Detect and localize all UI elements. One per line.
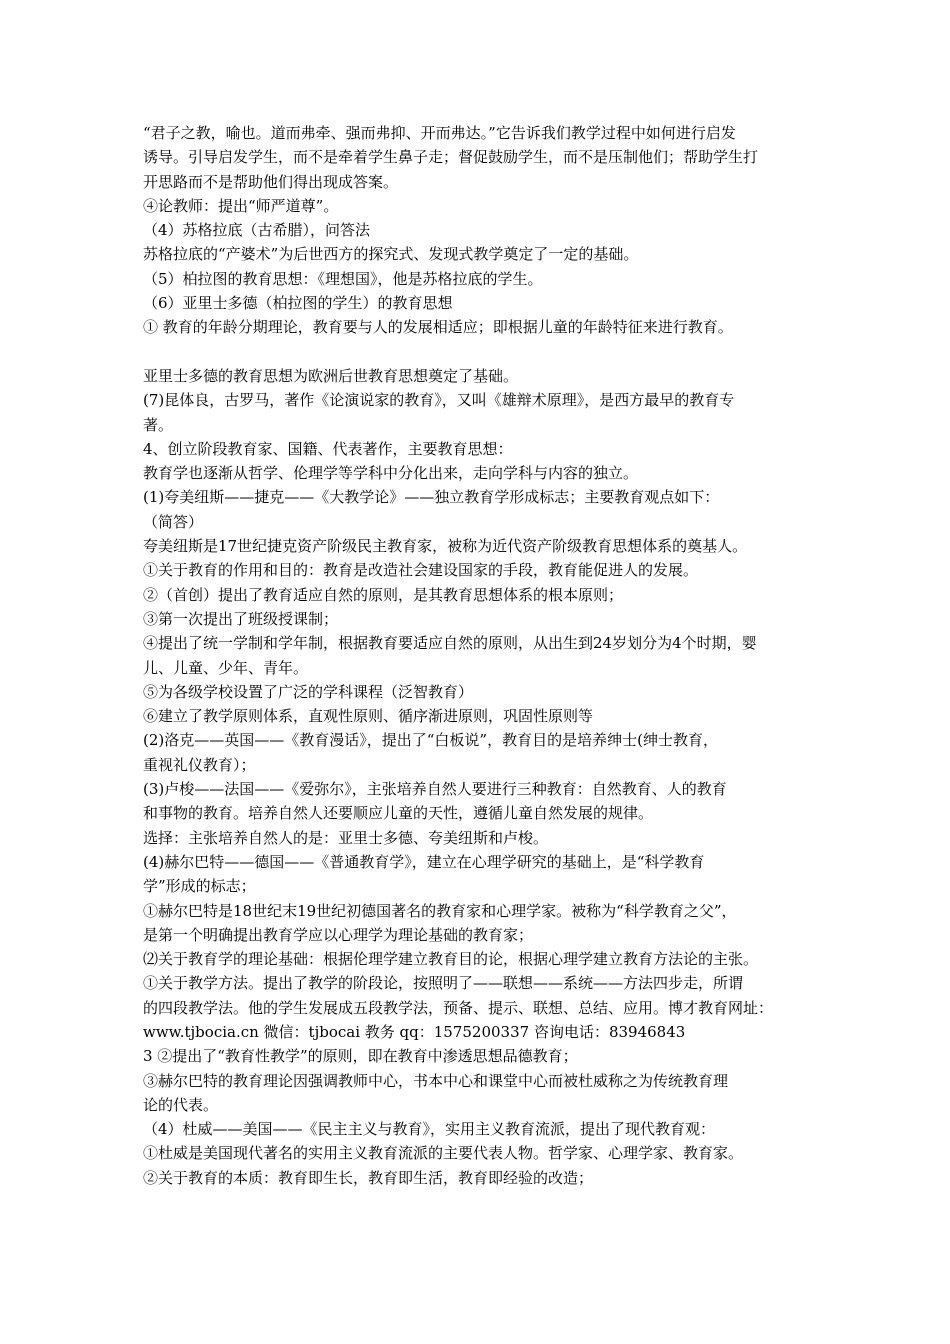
text-line: 著。 <box>143 415 174 434</box>
text-line: ④论教师：提出“师严道尊”。 <box>143 196 339 215</box>
text-line: 重视礼仪教育）； <box>143 755 256 774</box>
text-line: ①关于教育的作用和目的：教育是改造社会建设国家的手段，教育能促进人的发展。 <box>143 561 699 580</box>
text-line: 夸美纽斯是17世纪捷克资产阶级民主教育家，被称为近代资产阶级教育思想体系的奠基人。 <box>143 537 748 556</box>
text-line: ①杜威是美国现代著名的实用主义教育流派的主要代表人物。哲学家、心理学家、教育家。 <box>143 1144 744 1163</box>
text-line: (7)昆体良，古罗马，著作《论演说家的教育》，又叫《雄辩术原理》，是西方最早的教育专 <box>143 391 735 410</box>
text-line: ①关于教学方法。提出了教学的阶段论，按照明了——联想——系统——方法四步走，所谓 <box>143 974 744 993</box>
text-line: 苏格拉底的“产婆术”为后世西方的探究式、发现式教学奠定了一定的基础。 <box>143 245 639 264</box>
text-line: 和事物的教育。培养自然人还要顺应儿童的天性，遵循儿童自然发展的规律。 <box>143 804 654 823</box>
text-line: 亚里士多德的教育思想为欧洲后世教育思想奠定了基础。 <box>143 366 519 385</box>
text-line: ②关于教育的本质：教育即生长，教育即生活，教育即经验的改造； <box>143 1168 594 1187</box>
text-line: ⑵关于教育学的理论基础：根据伦理学建立教育目的论，根据心理学建立教育方法论的主张。 <box>143 950 759 969</box>
text-line: （4）苏格拉底（古希腊），问答法 <box>143 221 371 240</box>
text-line: (4)赫尔巴特——德国——《普通教育学》，建立在心理学研究的基础上，是“科学教育 <box>143 852 705 871</box>
text-line: “君子之教，喻也。道而弗牵、强而弗抑、开而弗达。”它告诉我们教学过程中如何进行启发 <box>143 124 736 142</box>
text-line: 儿、儿童、少年、青年。 <box>143 658 309 677</box>
text-line: 诱导。引导启发学生，而不是牵着学生鼻子走；督促鼓励学生，而不是压制他们；帮助学生打 <box>143 148 759 167</box>
text-line: （4）杜威——美国——《民主主义与教育》，实用主义教育流派，提出了现代教育观： <box>143 1120 716 1139</box>
text-line: ①赫尔巴特是18世纪末19世纪初德国著名的教育家和心理学家。被称为“科学教育之父”， <box>143 901 737 920</box>
document-body <box>143 121 823 1190</box>
text-line: 教育学也逐渐从哲学、伦理学等学科中分化出来，走向学科与内容的独立。 <box>143 464 639 483</box>
text-line: （简答） <box>143 512 204 531</box>
text-line: 3 ②提出了“教育性教学”的原则，即在教育中渗透思想品德教育； <box>143 1047 578 1066</box>
text-line: ① 教育的年龄分期理论，教育要与人的发展相适应；即根据儿童的年龄特征来进行教育。 <box>143 318 733 337</box>
text-line: ④提出了统一学制和学年制，根据教育要适应自然的原则，从出生到24岁划分为4个时期，婴 <box>143 634 757 653</box>
text-line: 4、创立阶段教育家、国籍、代表著作，主要教育思想： <box>143 439 513 458</box>
text-line: (1)夸美纽斯——捷克——《大教学论》——独立教育学形成标志；主要教育观点如下： <box>143 488 720 507</box>
text-line: ②（首创）提出了教育适应自然的原则，是其教育思想体系的根本原则； <box>143 585 624 604</box>
text-line: (3)卢梭——法国——《爱弥尔》，主张培养自然人要进行三种教育：自然教育、人的教育 <box>143 780 727 799</box>
text-line: ⑥建立了教学原则体系，直观性原则、循序渐进原则，巩固性原则等 <box>143 707 594 726</box>
text-line: （5）柏拉图的教育思想：《理想国》，他是苏格拉底的学生。 <box>143 269 543 288</box>
text-line: www.tjbocia.cn 微信：tjbocai 教务 qq：1575200337 咨询电话：83946843 <box>143 1022 686 1041</box>
text-line: 论的代表。 <box>143 1095 219 1114</box>
text-line: ③第一次提出了班级授课制； <box>143 609 339 628</box>
text-line: 开思路而不是帮助他们得出现成答案。 <box>143 172 399 191</box>
text-line: ⑤为各级学校设置了广泛的学科课程（泛智教育） <box>143 682 474 701</box>
blank-line <box>143 340 823 364</box>
text-line: （6）亚里士多德（柏拉图的学生）的教育思想 <box>143 294 453 313</box>
text-line: 是第一个明确提出教育学应以心理学为理论基础的教育家； <box>143 925 534 944</box>
text-line: 选择：主张培养自然人的是：亚里士多德、夸美纽斯和卢梭。 <box>143 828 549 847</box>
text-line: ③赫尔巴特的教育理论因强调教师中心，书本中心和课堂中心而被杜威称之为传统教育理 <box>143 1071 729 1090</box>
text-line: (2)洛克——英国——《教育漫话》，提出了“白板说”，教育目的是培养绅士(绅士教育， <box>143 731 718 750</box>
text-line: 学”形成的标志； <box>143 877 256 896</box>
text-line: 的四段教学法。他的学生发展成五段教学法，预备、提示、联想、总结、应用。博才教育网址： <box>143 998 774 1017</box>
